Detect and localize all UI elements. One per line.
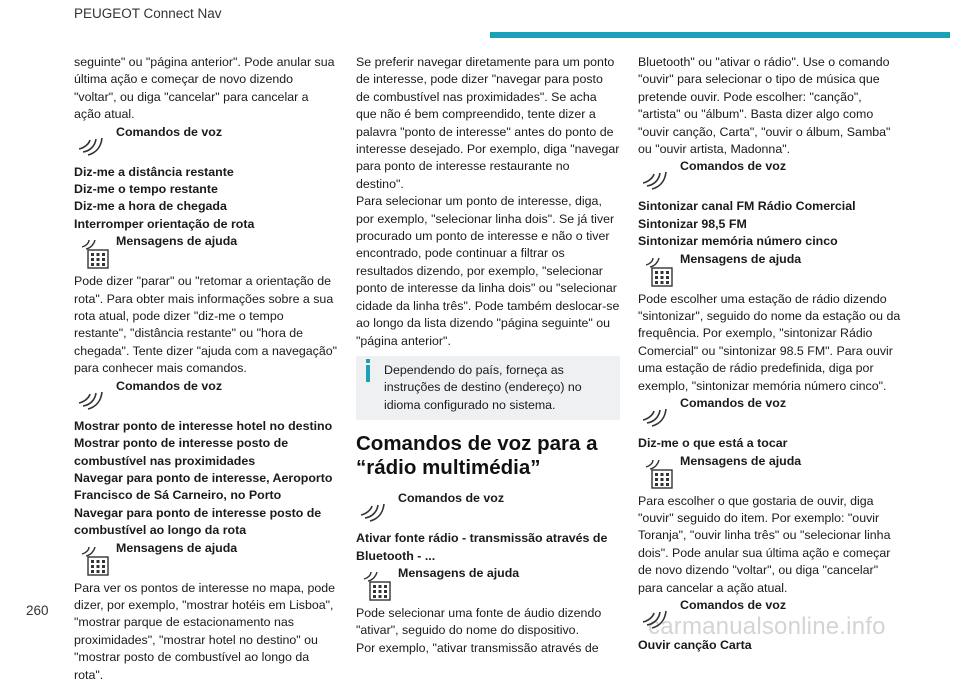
paragraph: Bluetooth" ou "ativar o rádio". Use o comando "ouvir" para selecionar o tipo de música que pretende ouvir. Pode escolher: "canção", "artista" ou "álbum". Basta dizer algo como "ouvir canção, Carta", "ouvir o álbum, Samba" ou "ouvir artista, Madonna". (638, 55, 891, 157)
help-message-icon (638, 253, 676, 289)
block-label: Comandos de voz (680, 396, 787, 411)
block-label: Comandos de voz (680, 597, 787, 612)
info-note (356, 356, 620, 420)
column-2 (356, 54, 620, 657)
voice-commands-block (74, 378, 338, 418)
info-icon (366, 359, 370, 363)
command-line: Mostrar ponto de interesse posto de combustível nas proximidades (74, 436, 289, 468)
paragraph: Pode selecionar uma fonte de áudio dizendo "ativar", seguido do nome do dispositivo. (356, 605, 602, 638)
paragraph: Pode escolher uma estação de rádio dizendo "sintonizar", seguido do nome da estação ou da frequência. Por exemplo, "sintonizar Rádio Comercial" ou "sintonizar 98.5 FM". Para ouvir uma estação de rádio predefinida, diga por exemplo, "sintonizar memória número cinco". (638, 291, 901, 393)
paragraph: Se preferir navegar diretamente para um ponto de interesse, pode dizer "navegar para posto de combustível nas proximidades". Se acha que não é bem compreendido, tente dizer a palavra "ponto de interesse" antes do ponto de interesse desejado. Por exemplo, diga "navegar para ponto de interesse restaurante no destino". (356, 55, 620, 191)
info-text: Dependendo do país, forneça as instruções de destino (endereço) no idioma configurado no sistema. (384, 362, 582, 412)
page-number: 260 (26, 603, 49, 618)
voice-command-icon (74, 380, 112, 416)
voice-commands-block (74, 124, 338, 164)
voice-command-icon (638, 160, 676, 196)
paragraph: Pode dizer "parar" ou "retomar a orientação de rota". Para obter mais informações sobre a sua rota atual, pode dizer "diz-me o tempo restante", "distância restante" ou "hora de chegada". Tente dizer "ajuda com a navegação" para conhecer mais comandos. (74, 274, 338, 376)
block-label: Mensagens de ajuda (116, 234, 238, 249)
block-label: Mensagens de ajuda (680, 251, 802, 266)
block-label: Comandos de voz (116, 124, 223, 139)
help-messages-block (74, 233, 338, 273)
watermark: carmanualsonline.info (648, 613, 886, 640)
command-line: Interromper orientação de rota (74, 216, 255, 231)
voice-commands-block (638, 597, 904, 637)
command-line: Mostrar ponto de interesse hotel no destino (74, 418, 333, 433)
command-line: Diz-me a distância restante (74, 164, 234, 179)
block-label: Mensagens de ajuda (116, 540, 238, 555)
block-label: Comandos de voz (116, 378, 223, 393)
help-messages-block (638, 251, 904, 291)
command-line: Diz-me o que está a tocar (638, 436, 788, 451)
block-label: Comandos de voz (398, 491, 505, 506)
info-icon-bar (366, 365, 370, 382)
voice-command-icon (638, 397, 676, 433)
command-line: Diz-me a hora de chegada (74, 199, 227, 214)
column-1 (74, 54, 338, 684)
column-3 (638, 54, 904, 654)
voice-commands-block (638, 158, 904, 198)
paragraph: Para ver os pontos de interesse no mapa, pode dizer, por exemplo, "mostrar hotéis em Lisboa", "mostrar parque de estacionamento nas proximidades", "mostrar hotel no destino" ou "mostrar posto de combustível ao longo da rota". (74, 580, 336, 682)
section-heading: Comandos de voz para a “rádio multimédia” (356, 432, 598, 480)
command-line: Sintonizar 98,5 FM (638, 216, 747, 231)
document-header-title: PEUGEOT Connect Nav (74, 6, 222, 21)
help-message-icon (74, 235, 112, 271)
voice-commands-block (356, 490, 620, 530)
paragraph: Para selecionar um ponto de interesse, diga, por exemplo, "selecionar linha dois". Se já tiver procurado um ponto de interesse e não o tiver encontrado, pode continuar a filtrar os resultados dizendo, por exemplo, "selecionar ponto de interesse da linha dois" ou "selecionar cidade da linha três". Pode também deslocar-se ao longo da lista dizendo "página seguinte" ou "página anterior". (356, 194, 620, 348)
command-line: Sintonizar canal FM Rádio Comercial (638, 199, 856, 214)
command-line: Ouvir canção Carta (638, 637, 752, 652)
help-message-icon (74, 542, 112, 578)
command-line: Sintonizar memória número cinco (638, 234, 838, 249)
block-label: Mensagens de ajuda (680, 453, 802, 468)
block-label: Comandos de voz (680, 159, 787, 174)
help-messages-block (638, 453, 904, 493)
paragraph: Por exemplo, "ativar transmissão através de (356, 640, 599, 655)
command-line: Diz-me o tempo restante (74, 182, 218, 197)
command-line: Navegar para ponto de interesse, Aeroporto Francisco de Sá Carneiro, no Porto (74, 470, 333, 503)
paragraph: Para escolher o que gostaria de ouvir, diga "ouvir" seguido do item. Por exemplo: "ouvir Toranja", "ouvir linha três" ou "selecionar linha dois". Pode anular sua última ação e começar de novo dizendo "voltar", ou diga "cancelar" para cancelar a ação atual. (638, 493, 891, 595)
voice-commands-block (638, 395, 904, 435)
header-accent-bar (490, 32, 950, 38)
help-messages-block (74, 540, 338, 580)
command-line: Navegar para ponto de interesse posto de combustível ao longo da rota (74, 505, 322, 538)
help-message-icon (356, 567, 394, 603)
command-line: Ativar fonte rádio - transmissão através de Bluetooth - ... (356, 531, 608, 563)
paragraph: seguinte" ou "página anterior". Pode anular sua última ação e começar de novo dizendo "voltar", ou diga "cancelar" para cancelar a ação atual. (74, 55, 335, 122)
block-label: Mensagens de ajuda (398, 565, 520, 580)
voice-command-icon (74, 126, 112, 162)
voice-command-icon (356, 492, 394, 528)
help-message-icon (638, 455, 676, 491)
voice-command-icon (638, 599, 676, 635)
help-messages-block (356, 565, 620, 605)
